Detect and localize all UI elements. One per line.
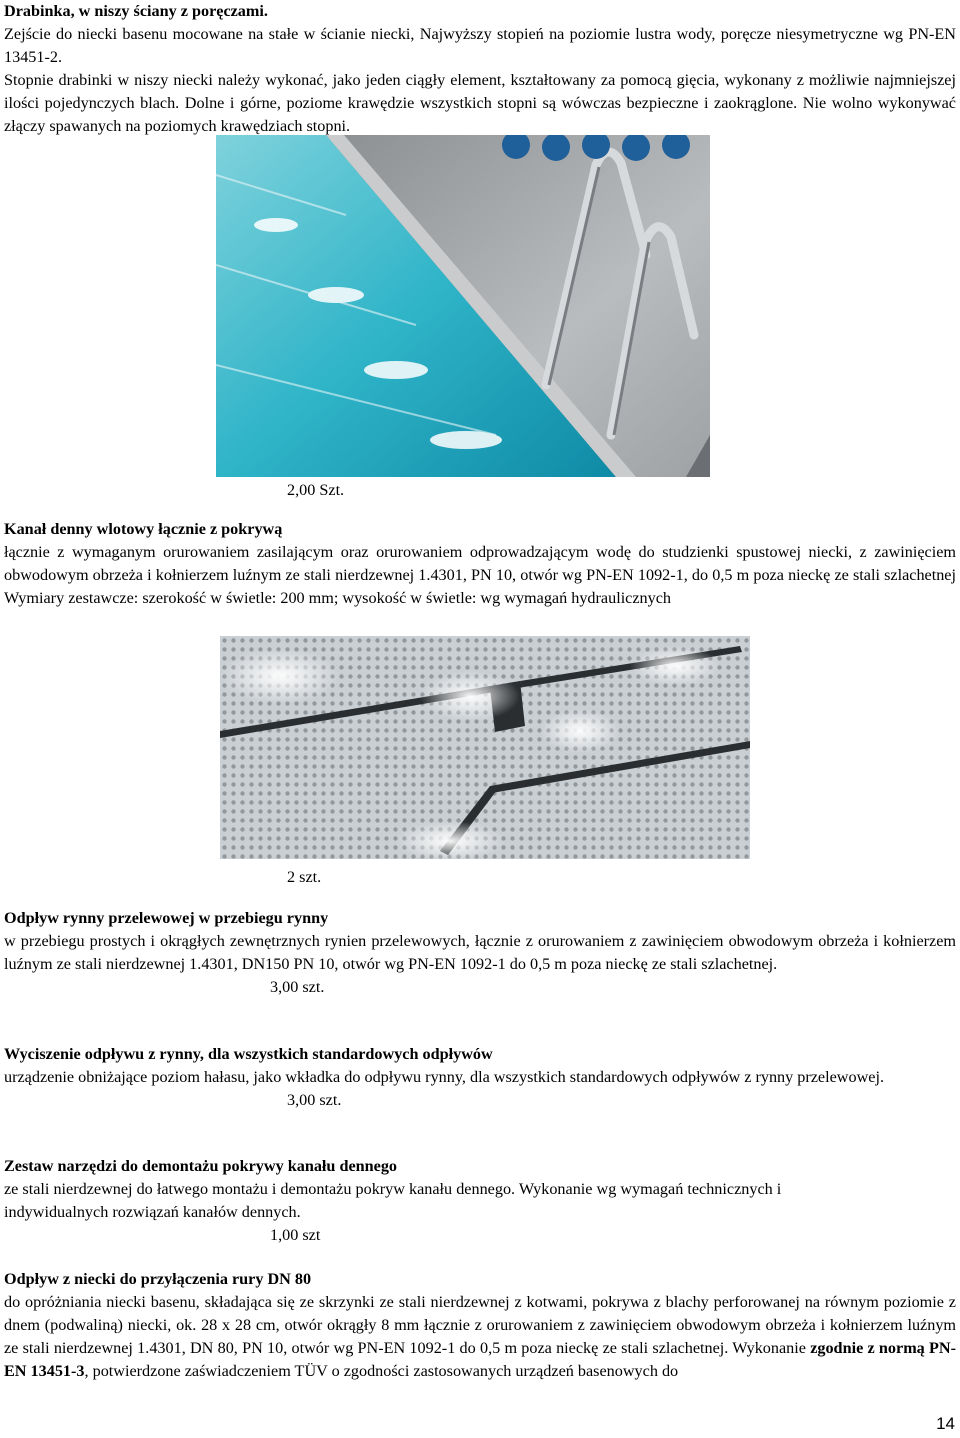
section-title: Wyciszenie odpływu z rynny, dla wszystkich standardowych odpływów: [4, 1045, 493, 1063]
quantity-label: 3,00 szt.: [287, 1091, 342, 1109]
section-outlet-silencer: [4, 1043, 956, 1112]
section-title: Kanał denny wlotowy łącznie z pokrywą: [4, 520, 283, 538]
section-ladder: [4, 0, 956, 138]
text-span: do opróżniania niecki basenu, składająca się ze skrzynki ze stali nierdzewnej z kotwami, pokrywa z blachy perforowanej na równym poziomie z dnem (podwaliną) niecki, ok. 28 x 28 cm, otwór okrągły 8 mm łącznie z orurowaniem z zawinięciem obwodowym obrzeża i kołnierzem luźnym ze stali nierdzewnej 1.4301, DN 80, PN 10, otwór wg PN-EN 1092-1 do 0,5 m poza nieckę ze stali szlachetnej. Wykonanie: [4, 1293, 956, 1357]
text-span: , potwierdzone zaświadczeniem TÜV o zgodności zastosowanych urządzeń basenowych do: [84, 1362, 679, 1380]
quantity-label: 2 szt.: [287, 868, 322, 886]
section-overflow-outlet: [4, 907, 956, 999]
section-title: Odpływ z niecki do przyłączenia rury DN 80: [4, 1270, 312, 1288]
section-paragraph: łącznie z wymaganym orurowaniem zasilającym oraz orurowaniem odprowadzającym wodę do studzienki spustowej niecki, z zawinięciem obwodowym obrzeża i kołnierzem luźnym ze stali nierdzewnej 1.4301, PN 10, otwór wg PN-EN 1092-1, do 0,5 m poza nieckę ze stali szlachetnej Wymiary zestawcze: szerokość w świetle: 200 mm; wysokość w świetle: wg wymagań hydraulicznych: [4, 543, 956, 607]
section-floor-channel: [4, 518, 956, 610]
section-tool-set: [4, 1155, 956, 1247]
page-number: 14: [936, 1414, 955, 1433]
section-title: Drabinka, w niszy ściany z poręczami.: [4, 2, 268, 20]
quantity-label: 2,00 Szt.: [287, 481, 345, 499]
norm-reference: zgodnie z normą PN-EN 13451-3: [4, 1339, 956, 1380]
section-title: Odpływ rynny przelewowej w przebiegu rynny: [4, 909, 329, 927]
section-paragraph: [4, 1291, 956, 1383]
perforated-cover-photo: [220, 636, 750, 859]
pool-ladder-photo: [216, 135, 710, 477]
section-paragraph: Stopnie drabinki w niszy niecki należy wykonać, jako jeden ciągły element, kształtowany za pomocą gięcia, wykonany z możliwie najmniejszej ilości pojedynczych blach. Dolne i górne, poziome krawędzie wszystkich stopni są wówczas bezpieczne i zaokrąglone. Nie wolno wykonywać złączy spawanych na poziomych krawędziach stopni.: [4, 71, 956, 135]
quantity-label: 1,00 szt: [270, 1226, 321, 1244]
section-paragraph: Zejście do niecki basenu mocowane na stałe w ścianie niecki, Najwyższy stopień na poziomie lustra wody, poręcze niesymetryczne wg PN-EN 13451-2.: [4, 25, 956, 66]
section-paragraph: w przebiegu prostych i okrągłych zewnętrznych rynien przelewowych, łącznie z orurowaniem z zawinięciem obwodowym obrzeża i kołnierzem luźnym ze stali nierdzewnej 1.4301, DN150 PN 10, otwór wg PN-EN 1092-1 do 0,5 m poza nieckę ze stali szlachetnej.: [4, 932, 956, 973]
section-paragraph: urządzenie obniżające poziom hałasu, jako wkładka do odpływu rynny, dla wszystkich standardowych odpływów z rynny przelewowej.: [4, 1068, 885, 1086]
quantity-label: 3,00 szt.: [270, 978, 325, 996]
section-title: Zestaw narzędzi do demontażu pokrywy kanału dennego: [4, 1157, 398, 1175]
section-pool-drain: [4, 1268, 956, 1383]
section-paragraph: ze stali nierdzewnej do łatwego montażu i demontażu pokryw kanału dennego. Wykonanie wg wymagań technicznych i indywidualnych rozwiązań kanałów dennych.: [4, 1180, 782, 1221]
